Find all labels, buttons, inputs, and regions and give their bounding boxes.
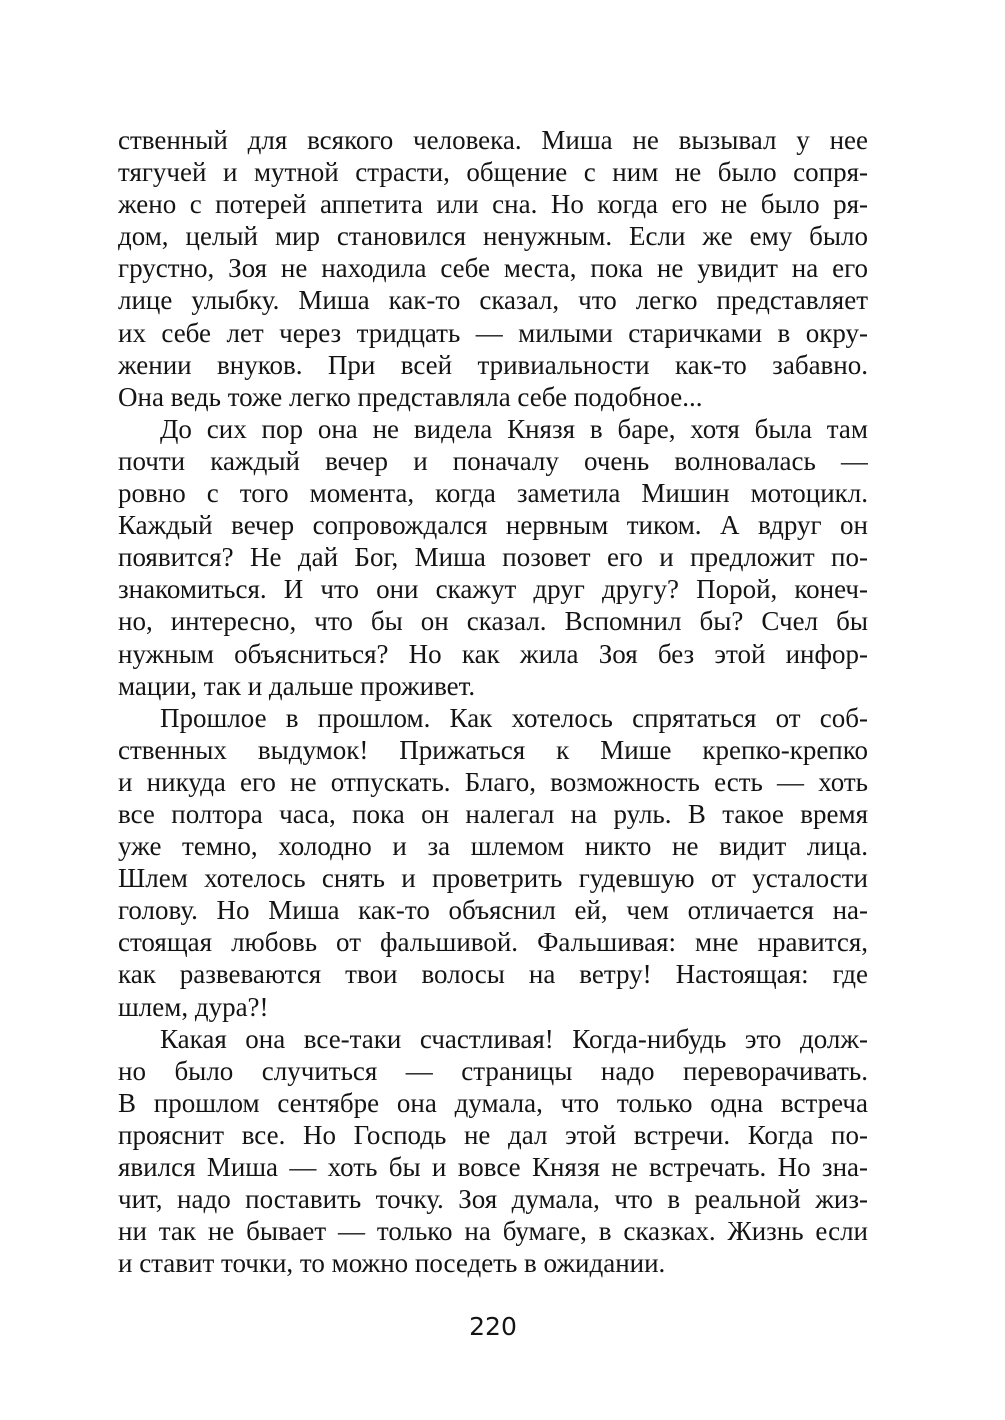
text-line: До сих пор она не видела Князя в баре, хотя была там (160, 413, 868, 444)
text-line: грустно, Зоя не находила себе места, пока не увидит на его (118, 253, 868, 284)
text-line: ственный для всякого человека. Миша не вызывал у нее (118, 125, 868, 155)
text-line: их себе лет через тридцать — милыми старичками в окру- (118, 317, 868, 348)
text-line: и ставит точки, то можно поседеть в ожидании. (118, 1248, 666, 1279)
text-line: стоящая любовь от фальшивой. Фальшивая: мне нравится, (118, 927, 868, 958)
text-line: но было случиться — страницы надо переворачивать. (118, 1055, 868, 1086)
text-block (118, 124, 868, 1279)
text-line: прояснит все. Но Господь не дал этой встречи. Когда по- (118, 1119, 868, 1150)
page-number: 220 (469, 1312, 517, 1341)
text-line: Прошлое в прошлом. Как хотелось спрятаться от соб- (160, 702, 868, 733)
text-line: чит, надо поставить точку. Зоя думала, что в реальной жиз- (118, 1184, 868, 1215)
text-line: мации, так и дальше проживет. (118, 670, 476, 701)
text-line: В прошлом сентябре она думала, что только одна встреча (118, 1087, 868, 1118)
text-line: голову. Но Миша как-то объяснил ей, чем отличается на- (118, 895, 868, 926)
text-line: явился Миша — хоть бы и вовсе Князя не встречать. Но зна- (118, 1152, 868, 1182)
text-line: дом, целый мир становился ненужным. Если же ему было (118, 221, 868, 252)
text-line: Она ведь тоже легко представляла себе подобное... (118, 381, 703, 412)
text-line: почти каждый вечер и поначалу очень волновалась — (118, 445, 868, 476)
text-line: уже темно, холодно и за шлемом никто не видит лица. (118, 831, 868, 862)
text-line: жении внуков. При всей тривиальности как-то забавно. (118, 349, 868, 380)
text-line: все полтора часа, пока он налегал на руль. В такое время (118, 798, 868, 829)
text-line: тягучей и мутной страсти, общение с ним не было сопря- (118, 157, 868, 188)
text-line: и никуда его не отпускать. Благо, возможность есть — хоть (118, 766, 868, 797)
text-line: как развеваются твои волосы на ветру! Настоящая: где (118, 959, 868, 990)
text-line: нужным объясниться? Но как жила Зоя без этой инфор- (118, 638, 868, 669)
text-line: Шлем хотелось снять и проветрить гудевшую от усталости (118, 863, 868, 894)
text-line: но, интересно, что бы он сказал. Вспомнил бы? Счел бы (118, 606, 868, 637)
text-line: ственных выдумок! Прижаться к Мише крепко-крепко (118, 734, 868, 765)
text-line: появится? Не дай Бог, Миша позовет его и предложит по- (118, 542, 868, 573)
text-line: ровно с того момента, когда заметила Мишин мотоцикл. (118, 478, 868, 509)
text-line: Какая она все-таки счастливая! Когда-нибудь это долж- (160, 1023, 868, 1054)
text-line: знакомиться. И что они скажут друг другу? Порой, конеч- (118, 574, 868, 605)
text-line: Каждый вечер сопровождался нервным тиком. А вдруг он (118, 510, 868, 541)
text-line: ни так не бывает — только на бумаге, в сказках. Жизнь если (118, 1216, 868, 1247)
text-line: шлем, дура?! (118, 991, 269, 1022)
text-line: жено с потерей аппетита или сна. Но когда его не было ря- (118, 189, 868, 220)
text-line: лице улыбку. Миша как-то сказал, что легко представляет (118, 285, 868, 316)
